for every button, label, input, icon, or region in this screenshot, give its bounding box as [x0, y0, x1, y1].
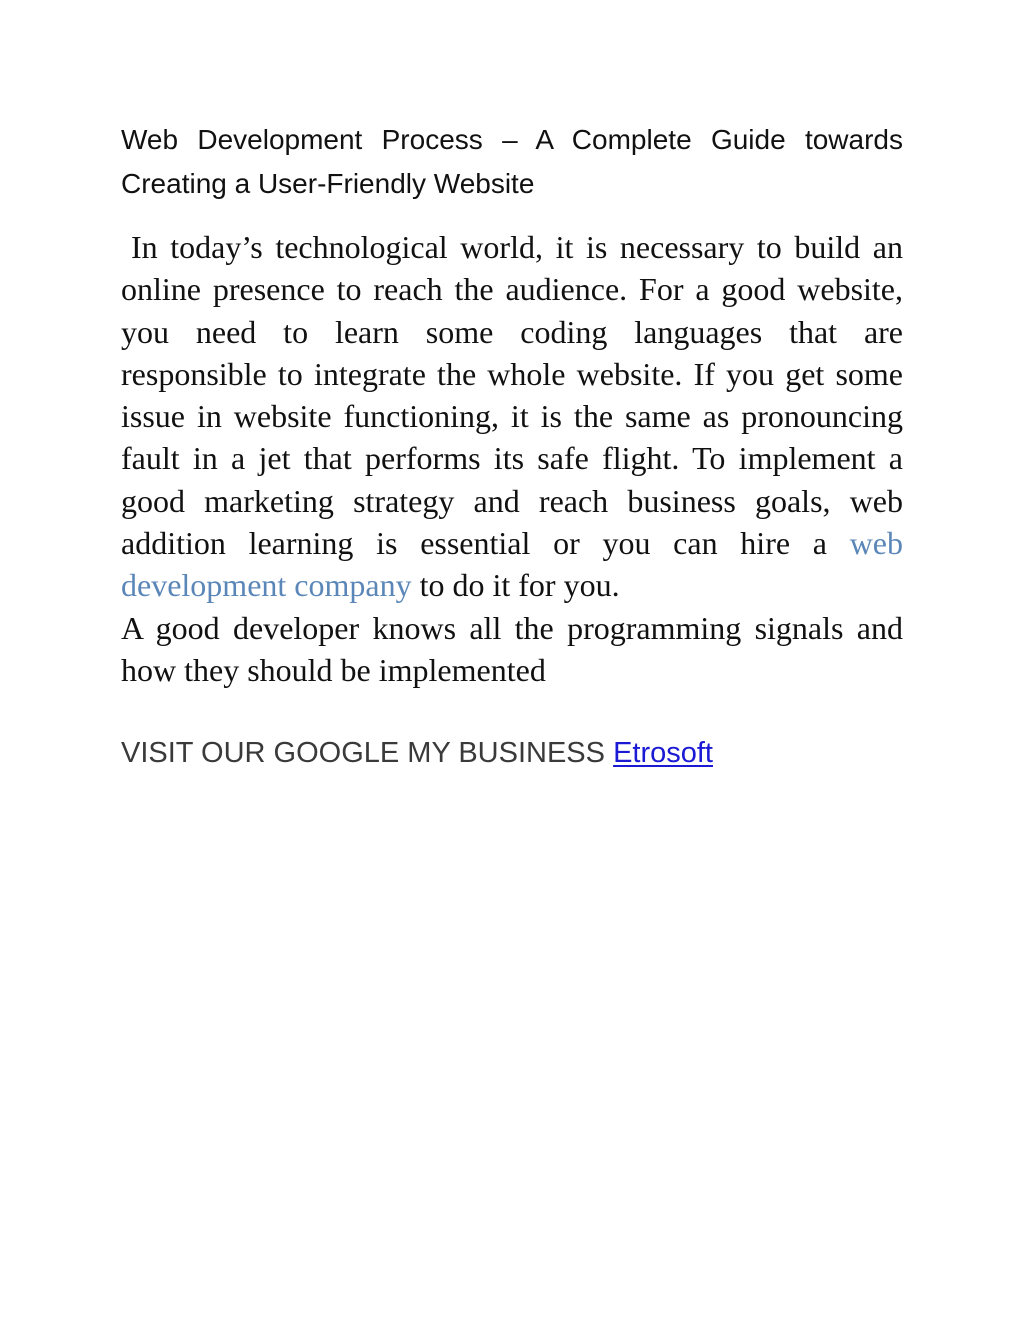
intro-paragraph — [121, 226, 903, 607]
intro-text-before-link: In today’s technological world, it is necessary to build an online presence to reach the audience. For a good website, you need to learn some coding languages that are responsible to integrate the whole website. If you get some issue in website functioning, it is the same as pronouncing fault in a jet that performs its safe flight. To implement a good marketing strategy and reach business goals, web addition learning is essential or you can hire a — [121, 229, 903, 562]
document-page — [121, 118, 903, 773]
google-business-cta — [121, 733, 903, 773]
document-title: Web Development Process – A Complete Guide towards Creating a User-Friendly Website — [121, 124, 903, 199]
cta-prefix-text: VISIT OUR GOOGLE MY BUSINESS — [121, 737, 614, 770]
developer-paragraph: A good developer knows all the programming signals and how they should be implemented — [121, 609, 903, 688]
intro-text-after-link: to do it for you. — [411, 567, 620, 604]
web-development-company-link[interactable]: web development company — [121, 525, 903, 604]
etrosoft-link[interactable]: Etrosoft — [613, 737, 713, 770]
document-body — [121, 226, 903, 691]
